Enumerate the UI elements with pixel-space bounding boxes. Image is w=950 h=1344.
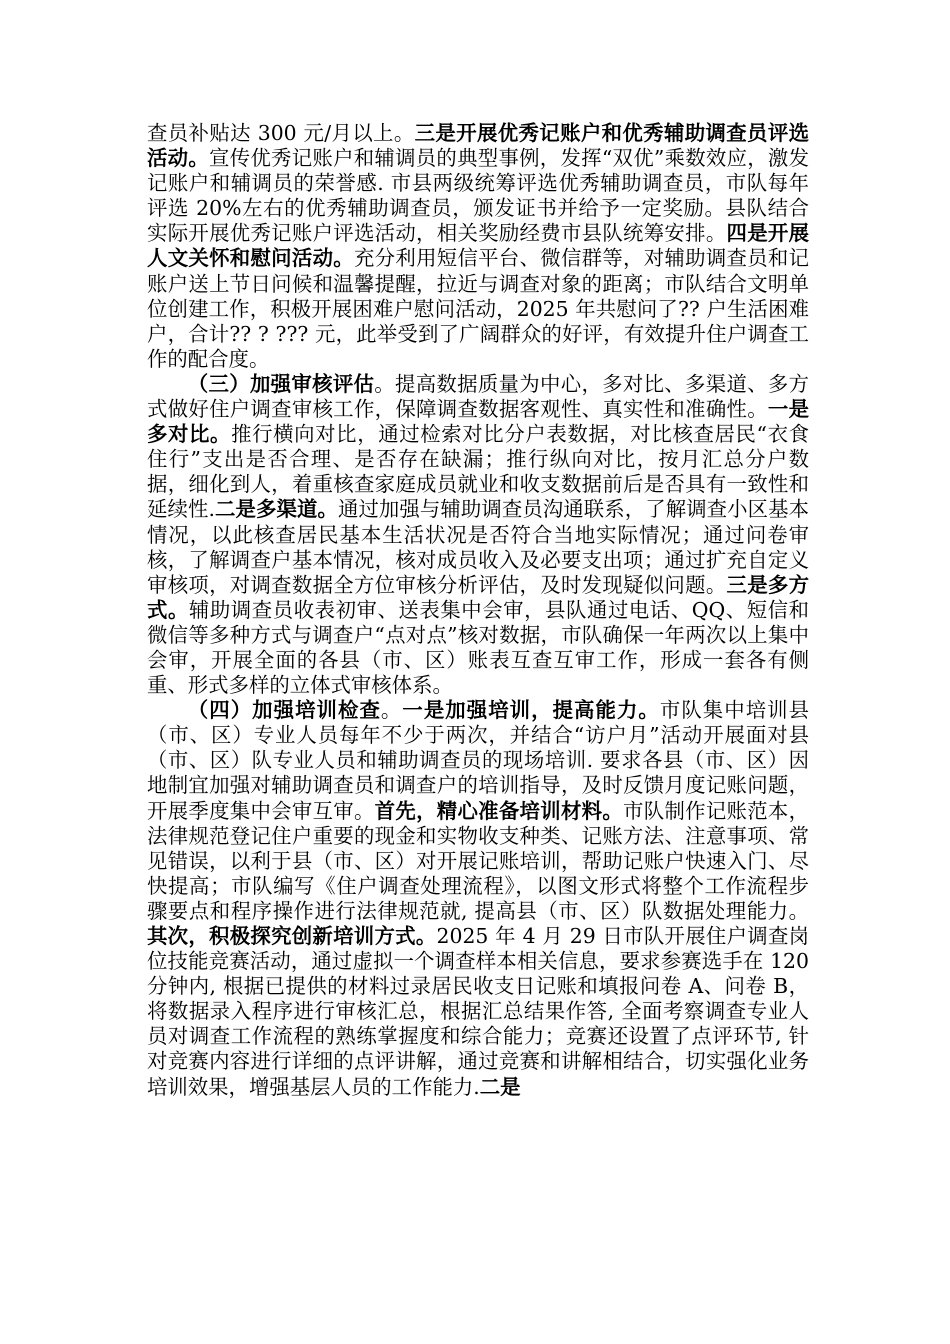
bold-heading-run: 二是 bbox=[479, 1074, 521, 1099]
text-run: 宣传优秀记账户和辅调员的典型事例，发挥“双优”乘数效应，激发记账户和辅调员的荣誉感. 市县两级统筹评选优秀辅助调查员，市队每年评选 20%左右的优秀辅助调查员，颁发证书并给予一定奖励。县队结合实际开展优秀记账户评选活动，相关奖励经费市县队统筹安排。 bbox=[147, 146, 809, 246]
text-run: 通过加强与辅助调查员沟通联系，了解调查小区基本情况，以此核查居民基本生活状况是否符合当地实际情况；通过问卷审核，了解调查户基本情况，核对成员收入及必要支出项；通过扩充自定义审核项，对调查数据全方位审核分析评估，及时发现疑似问题。 bbox=[147, 497, 810, 597]
text-run: 市队集中培训县（市、区）专业人员每年不少于两次，并结合“访户月”活动开展面对县（市、区）队专业人员和辅助调查员的现场培训. 要求各县（市、区）因地制宜加强对辅助调查员和调查户的培训指导，及时反馈月度记账问题，开展季度集中会审互审。 bbox=[147, 698, 810, 823]
paragraph-2 bbox=[147, 372, 809, 698]
text-run: 2025 年 4 月 29 日市队开展住户调查岗位技能竞赛活动，通过虚拟一个调查样本相关信息，要求参赛选手在 120 分钟内, 根据已提供的材料过录居民收支日记账和填报问卷 A、问卷 B，将数据录入程序进行审核汇总，根据汇总结果作答, 全面考察调查专业人员对调查工作流程的熟练掌握度和综合能力；竞赛还设置了点评环节, 针对竞赛内容进行详细的点评讲解，通过竞赛和讲解相结合，切实强化业务培训效果，增强基层人员的工作能力. bbox=[147, 924, 810, 1099]
document-page bbox=[147, 121, 809, 1100]
text-run: 。提高数据质量为中心，多对比、多渠道、多方式做好住户调查审核工作，保障调查数据客观性、真实性和准确性。 bbox=[147, 371, 810, 422]
bold-heading-run: 二是多渠道。 bbox=[214, 497, 338, 522]
section-heading: （三）加强审核评估 bbox=[187, 371, 375, 396]
text-run: 充分利用短信平台、微信群等，对辅助调查员和记账户送上节日问候和温馨提醒，拉近与调查对象的距离；市队结合文明单位创建工作，积极开展困难户慰问活动，2025 年共慰问了?? 户生活困难户，合计?? ? ??? 元，此举受到了广阔群众的好评，有效提升住户调查工作的配合度。 bbox=[147, 246, 810, 371]
bold-heading-run: 三是开展优秀记账户和优秀辅助调查员评选活动。 bbox=[147, 121, 809, 171]
text-run: 辅助调查员收表初审、送表集中会审，县队通过电话、QQ、短信和微信等多种方式与调查户“点对点”核对数据，市队确保一年两次以上集中会审，开展全面的各县（市、区）账表互查互审工作，形成一套各有侧重、形式多样的立体式审核体系。 bbox=[147, 597, 809, 698]
bold-heading-run: 三是多方式。 bbox=[147, 572, 809, 622]
text-run: 市队制作记账范本，法律规范登记住户重要的现金和实物收支种类、记账方法、注意事项、常见错误，以利于县（市、区）对开展记账培训，帮助记账户快速入门、尽快提高；市队编写《住户调查处理流程》，以图文形式将整个工作流程步骤要点和程序操作进行法律规范就, 提高县（市、区）队数据处理能力。 bbox=[147, 798, 810, 923]
bold-heading-run: 首先，精心准备培训材料。 bbox=[374, 798, 624, 823]
bold-heading-run: 四是开展人文关怀和慰问活动。 bbox=[147, 221, 809, 271]
text-run: 查员补贴达 300 元/月以上。 bbox=[147, 121, 415, 145]
paragraph-1 bbox=[147, 121, 809, 372]
text-run: 推行横向对比，通过检索对比分户表数据，对比核查居民“衣食住行”支出是否合理、是否存在缺漏；推行纵向对比，按月汇总分户数据，细化到人，着重核查家庭成员就业和收支数据前后是否具有一致性和延续性. bbox=[147, 422, 810, 522]
paragraph-3 bbox=[147, 698, 809, 1100]
section-heading: （四）加强培训检查 bbox=[187, 698, 381, 723]
bold-heading-run: 一是加强培训，提高能力。 bbox=[402, 698, 660, 723]
bold-heading-run: 一是多对比。 bbox=[147, 397, 810, 447]
bold-heading-run: 其次，积极探究创新培训方式。 bbox=[147, 924, 437, 948]
text-run: 。 bbox=[380, 698, 403, 723]
